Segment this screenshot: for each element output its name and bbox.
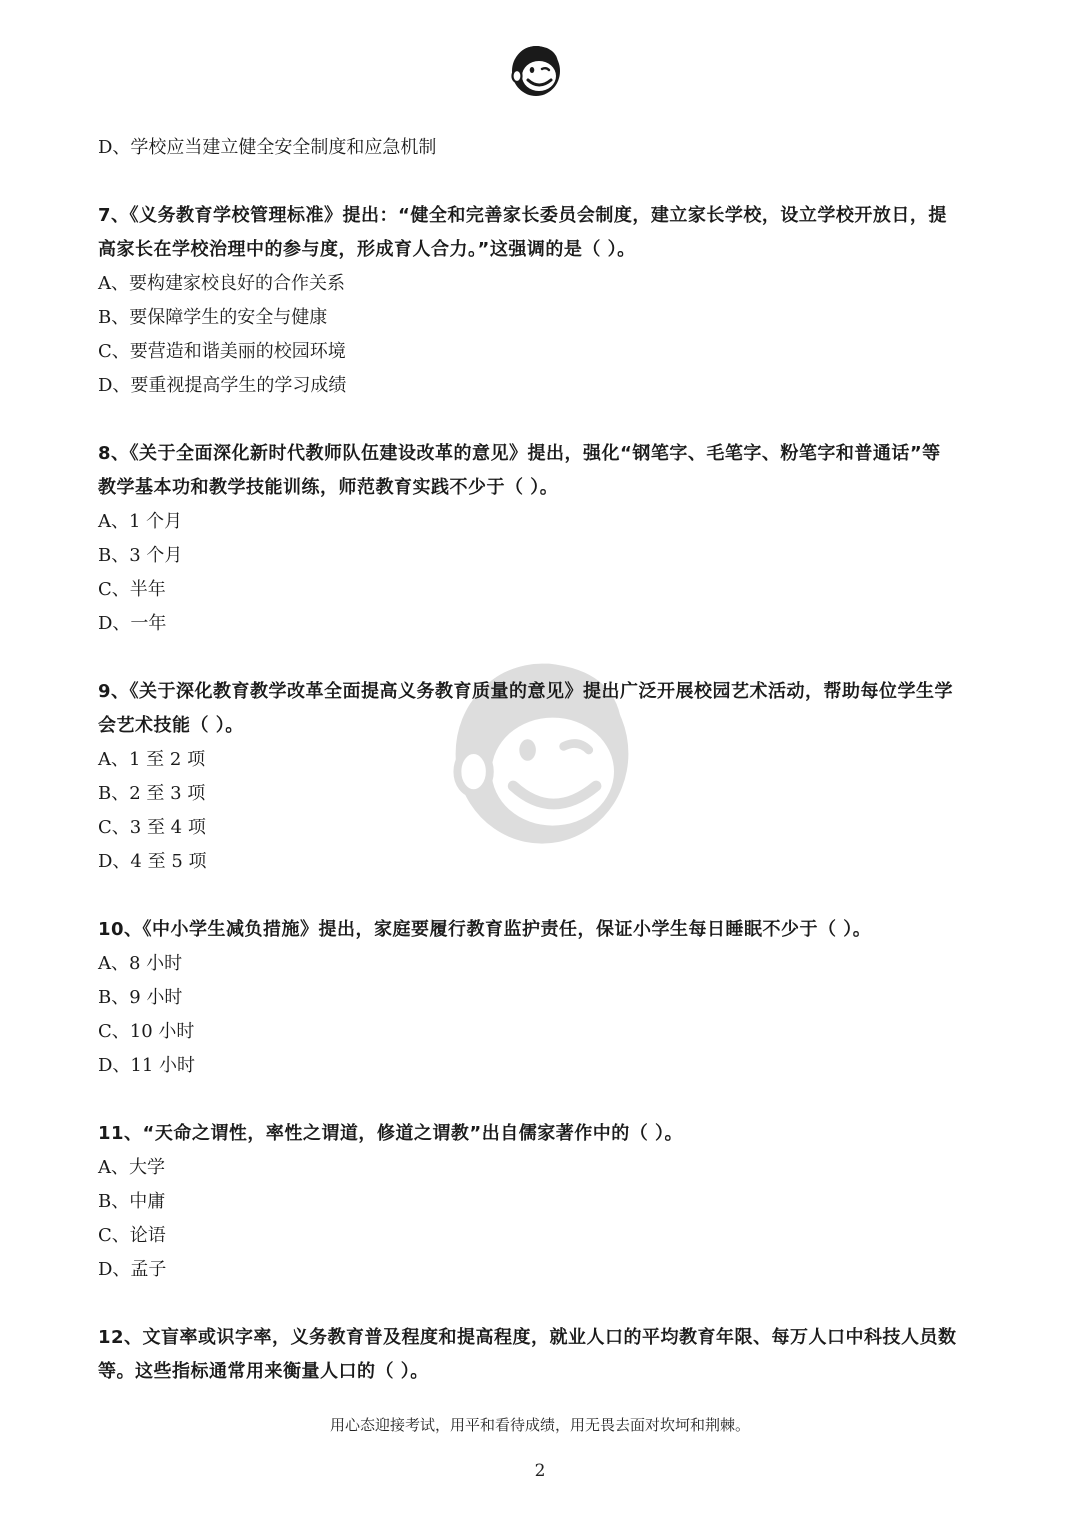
page-number: 2 [534,1461,546,1481]
question-11 [98,1117,988,1287]
question-8-option-d: D、一年 [98,613,167,634]
question-9 [98,675,988,879]
question-10-option-d: D、11 小时 [98,1055,196,1076]
question-7-option-b: B、要保障学生的安全与健康 [98,307,328,328]
question-12-stem-line-1: 12、文盲率或识字率，义务教育普及程度和提高程度，就业人口的平均教育年限、每万人口中科技人员数 [98,1327,957,1348]
question-9-option-b: B、2 至 3 项 [98,783,206,804]
question-7-option-d: D、要重视提高学生的学习成绩 [98,375,347,396]
question-9-option-a: A、1 至 2 项 [98,749,206,770]
question-6-option-d: D、学校应当建立健全安全制度和应急机制 [98,137,437,158]
monkey-logo-icon [506,40,566,100]
question-7-stem-line-2: 高家长在学校治理中的参与度，形成育人合力。”这强调的是（ ）。 [98,239,636,260]
question-8-stem-line-2: 教学基本功和教学技能训练，师范教育实践不少于（ ）。 [98,477,559,498]
question-7-option-a: A、要构建家校良好的合作关系 [98,273,345,294]
question-10 [98,913,988,1083]
question-8 [98,437,988,641]
question-7-option-c: C、要营造和谐美丽的校园环境 [98,341,346,362]
question-11-option-c: C、论语 [98,1225,166,1246]
question-8-option-b: B、3 个月 [98,545,183,566]
question-10-option-b: B、9 小时 [98,987,183,1008]
question-11-stem-line-1: 11、“天命之谓性，率性之谓道，修道之谓教”出自儒家著作中的（ ）。 [98,1123,683,1144]
footer-motto: 用心态迎接考试，用平和看待成绩，用无畏去面对坎坷和荆棘。 [329,1416,750,1434]
question-9-option-c: C、3 至 4 项 [98,817,206,838]
question-9-option-d: D、4 至 5 项 [98,851,207,872]
question-list [98,131,988,1389]
question-10-stem-line-1: 10、《中小学生减负措施》提出，家庭要履行教育监护责任，保证小学生每日睡眠不少于（ ）。 [98,919,872,940]
question-11-option-b: B、中庸 [98,1191,166,1212]
question-10-option-c: C、10 小时 [98,1021,195,1042]
question-7-stem-line-1: 7、《义务教育学校管理标准》提出：“健全和完善家长委员会制度，建立家长学校，设立学校开放日，提 [98,205,947,226]
question-11-option-a: A、大学 [98,1157,165,1178]
question-7 [98,199,988,403]
question-10-option-a: A、8 小时 [98,953,183,974]
question-12-stem-line-2: 等。这些指标通常用来衡量人口的（ ）。 [98,1361,429,1382]
question-12 [98,1321,988,1389]
question-11-option-d: D、孟子 [98,1259,167,1280]
question-9-stem-line-2: 会艺术技能（ ）。 [98,715,244,736]
question-8-option-c: C、半年 [98,579,166,600]
question-8-stem-line-1: 8、《关于全面深化新时代教师队伍建设改革的意见》提出，强化“钢笔字、毛笔字、粉笔字和普通话”等 [98,443,941,464]
question-8-option-a: A、1 个月 [98,511,183,532]
question-9-stem-line-1: 9、《关于深化教育教学改革全面提高义务教育质量的意见》提出广泛开展校园艺术活动，帮助每位学生学 [98,681,954,702]
